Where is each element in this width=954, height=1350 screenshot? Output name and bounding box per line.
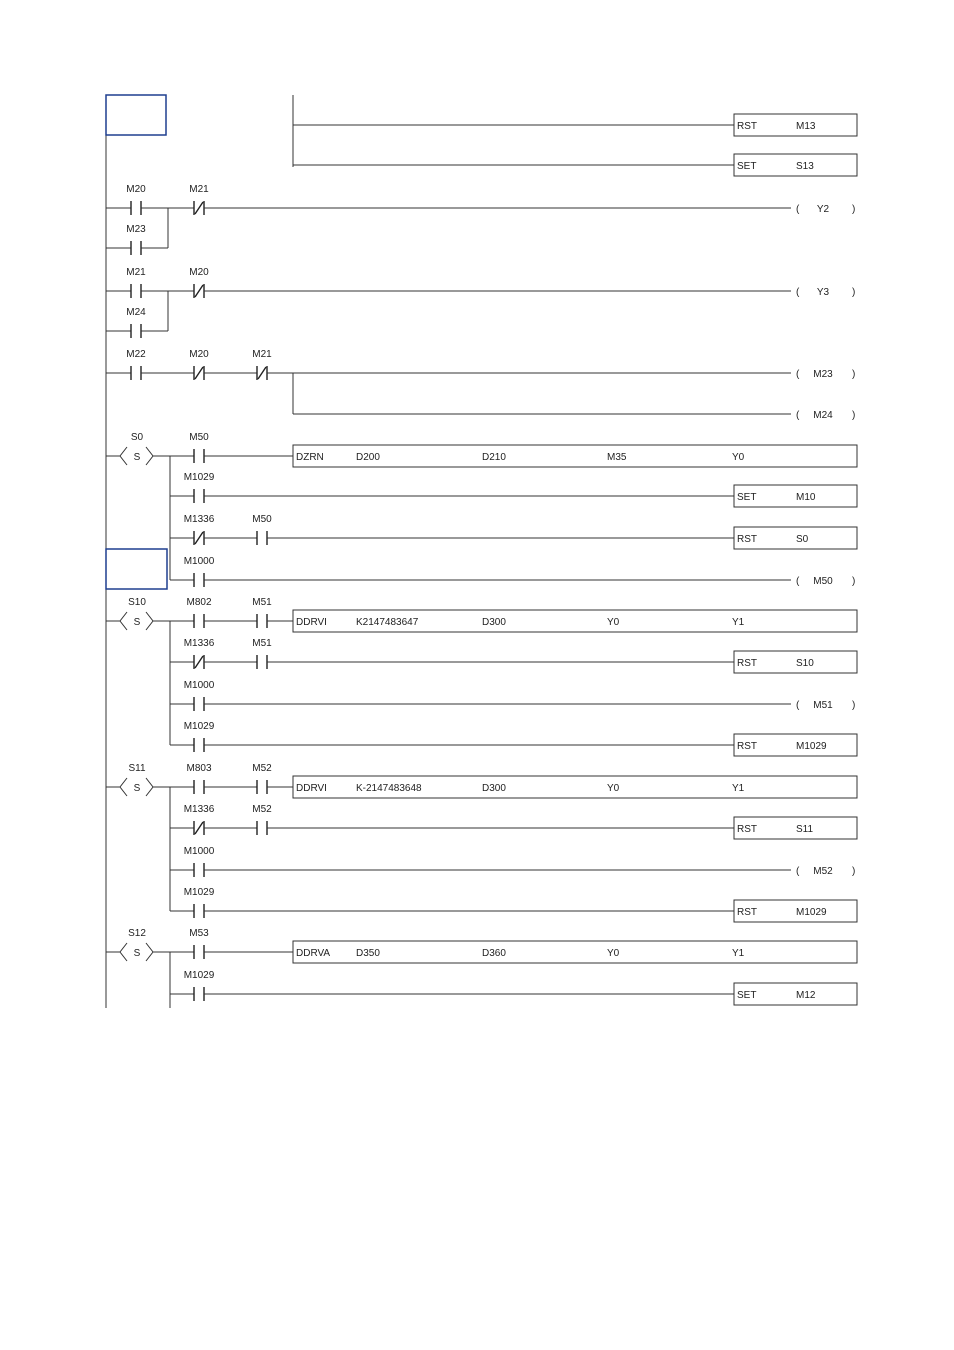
selection-cursor[interactable] xyxy=(106,549,167,589)
output-coil[interactable] xyxy=(796,204,855,215)
contact-slash xyxy=(195,202,203,214)
step-symbol[interactable] xyxy=(106,763,170,796)
step-letter: S xyxy=(133,783,141,794)
coil-paren-right: ) xyxy=(852,369,856,380)
instruction-op: DDRVI xyxy=(296,617,327,628)
step-letter: S xyxy=(133,452,141,463)
contact[interactable] xyxy=(187,928,211,959)
instruction-arg: S10 xyxy=(796,658,814,669)
contact-slash xyxy=(195,656,203,668)
instruction-box[interactable] xyxy=(734,734,857,756)
contact[interactable] xyxy=(184,472,215,503)
contact-label: M52 xyxy=(252,804,272,815)
step-chevron-left xyxy=(120,612,127,630)
step-chevron-right xyxy=(146,778,153,796)
instruction-arg: D300 xyxy=(482,617,506,628)
instruction-op: RST xyxy=(737,741,757,752)
output-coil[interactable] xyxy=(796,287,855,298)
contact[interactable] xyxy=(250,763,274,794)
contact-slash xyxy=(195,285,203,297)
instruction-box[interactable] xyxy=(734,900,857,922)
contact[interactable] xyxy=(187,184,211,215)
step-label: S12 xyxy=(128,928,146,939)
instruction-box[interactable] xyxy=(734,527,857,549)
step-letter: S xyxy=(133,617,141,628)
step-letter: S xyxy=(133,948,141,959)
contact-label: M1336 xyxy=(183,514,215,525)
coil-paren-right: ) xyxy=(852,866,856,877)
step-symbol[interactable] xyxy=(106,928,170,961)
coil-paren-left: ( xyxy=(796,576,800,587)
contact[interactable] xyxy=(124,267,148,298)
output-coil[interactable] xyxy=(796,866,855,877)
instruction-box[interactable] xyxy=(734,485,857,507)
instruction-op: RST xyxy=(737,658,757,669)
instruction-arg: K2147483647 xyxy=(356,617,419,628)
coil-paren-left: ( xyxy=(796,410,800,421)
step-chevron-left xyxy=(120,778,127,796)
contact[interactable] xyxy=(184,846,215,877)
contact[interactable] xyxy=(184,514,215,545)
contact[interactable] xyxy=(184,887,215,918)
contact-label: M50 xyxy=(252,514,272,525)
contact[interactable] xyxy=(187,349,211,380)
instruction-arg: D350 xyxy=(356,948,380,959)
coil-label: M52 xyxy=(813,866,833,877)
instruction-box[interactable] xyxy=(293,610,857,632)
output-coil[interactable] xyxy=(796,410,855,421)
instruction-arg: D200 xyxy=(356,452,380,463)
instruction-arg: S0 xyxy=(796,534,809,545)
instruction-op: DDRVI xyxy=(296,783,327,794)
step-label: S11 xyxy=(128,763,146,774)
contact-slash xyxy=(195,532,203,544)
contact-label: M21 xyxy=(126,267,146,278)
coil-label: M51 xyxy=(813,700,833,711)
instruction-arg: M1029 xyxy=(796,741,827,752)
instruction-op: SET xyxy=(737,492,757,503)
instruction-box[interactable] xyxy=(734,114,857,136)
instruction-arg: M35 xyxy=(607,452,627,463)
coil-paren-left: ( xyxy=(796,866,800,877)
instruction-arg: Y1 xyxy=(732,783,745,794)
coil-label: Y3 xyxy=(816,287,830,298)
coil-paren-left: ( xyxy=(796,369,800,380)
output-coil[interactable] xyxy=(796,576,855,587)
instruction-arg: Y0 xyxy=(607,948,620,959)
step-symbol[interactable] xyxy=(106,597,170,630)
coil-paren-right: ) xyxy=(852,700,856,711)
instruction-arg: M12 xyxy=(796,990,816,1001)
instruction-arg: Y1 xyxy=(732,617,745,628)
contact[interactable] xyxy=(250,638,274,669)
coil-paren-right: ) xyxy=(852,204,856,215)
contact[interactable] xyxy=(250,804,274,835)
coil-label: M23 xyxy=(813,369,833,380)
contact[interactable] xyxy=(184,804,215,835)
coil-paren-right: ) xyxy=(852,287,856,298)
output-coil[interactable] xyxy=(796,369,855,380)
contact[interactable] xyxy=(186,763,211,794)
contact-label: M52 xyxy=(252,763,272,774)
instruction-arg: Y1 xyxy=(732,948,745,959)
step-chevron-right xyxy=(146,612,153,630)
contact-label: M1336 xyxy=(183,638,215,649)
contact-label: M51 xyxy=(252,638,272,649)
contact-label: M1000 xyxy=(183,846,215,857)
instruction-arg: S11 xyxy=(796,824,814,835)
instruction-op: SET xyxy=(737,990,757,1001)
contact[interactable] xyxy=(187,432,211,463)
instruction-box[interactable] xyxy=(734,154,857,176)
instruction-box[interactable] xyxy=(734,651,857,673)
coil-label: Y2 xyxy=(816,204,830,215)
instruction-op: RST xyxy=(737,824,757,835)
instruction-op: SET xyxy=(737,161,757,172)
contact-label: M24 xyxy=(126,307,146,318)
coil-paren-left: ( xyxy=(796,204,800,215)
instruction-op: RST xyxy=(737,534,757,545)
contact-label: M1029 xyxy=(183,887,215,898)
contact[interactable] xyxy=(124,184,148,215)
step-chevron-right xyxy=(146,447,153,465)
instruction-box[interactable] xyxy=(734,817,857,839)
step-chevron-left xyxy=(120,447,127,465)
output-coil[interactable] xyxy=(796,700,855,711)
contact-label: M50 xyxy=(189,432,209,443)
contact-slash xyxy=(195,367,203,379)
contact-label: M803 xyxy=(186,763,212,774)
instruction-box[interactable] xyxy=(293,941,857,963)
contact-label: M1000 xyxy=(183,556,215,567)
instruction-arg: D300 xyxy=(482,783,506,794)
contact[interactable] xyxy=(250,514,274,545)
contact-label: M21 xyxy=(189,184,209,195)
contact[interactable] xyxy=(184,721,215,752)
contact-label: M53 xyxy=(189,928,209,939)
contact-label: M20 xyxy=(189,349,209,360)
contact[interactable] xyxy=(184,970,215,1001)
step-chevron-right xyxy=(146,943,153,961)
contact[interactable] xyxy=(124,224,148,255)
contact-slash xyxy=(258,367,266,379)
instruction-box[interactable] xyxy=(734,983,857,1005)
step-chevron-left xyxy=(120,943,127,961)
instruction-op: DZRN xyxy=(296,452,324,463)
contact-slash xyxy=(195,822,203,834)
instruction-op: RST xyxy=(737,907,757,918)
instruction-arg: S13 xyxy=(796,161,814,172)
instruction-arg: Y0 xyxy=(607,617,620,628)
contact[interactable] xyxy=(250,349,274,380)
contact[interactable] xyxy=(250,597,274,628)
contact-label: M20 xyxy=(189,267,209,278)
instruction-op: DDRVA xyxy=(296,948,331,959)
contact-label: M23 xyxy=(126,224,146,235)
contact-label: M22 xyxy=(126,349,146,360)
step-symbol[interactable] xyxy=(106,432,170,465)
contact[interactable] xyxy=(124,349,148,380)
contact-label: M1029 xyxy=(183,970,215,981)
step-label: S0 xyxy=(130,432,144,443)
contact-label: M1000 xyxy=(183,680,215,691)
contact-label: M1029 xyxy=(183,472,215,483)
contact[interactable] xyxy=(187,267,211,298)
instruction-box[interactable] xyxy=(293,445,857,467)
selection-cursor[interactable] xyxy=(106,95,166,135)
contact[interactable] xyxy=(184,638,215,669)
coil-paren-right: ) xyxy=(852,576,856,587)
contact-label: M20 xyxy=(126,184,146,195)
contact-label: M21 xyxy=(252,349,272,360)
contact[interactable] xyxy=(124,307,148,338)
coil-label: M24 xyxy=(813,410,833,421)
instruction-arg: D210 xyxy=(482,452,506,463)
contact[interactable] xyxy=(184,680,215,711)
instruction-arg: Y0 xyxy=(732,452,745,463)
instruction-arg: K-2147483648 xyxy=(356,783,422,794)
step-label: S10 xyxy=(128,597,146,608)
contact-label: M51 xyxy=(252,597,272,608)
coil-paren-right: ) xyxy=(852,410,856,421)
instruction-arg: M13 xyxy=(796,121,816,132)
coil-paren-left: ( xyxy=(796,287,800,298)
contact[interactable] xyxy=(184,556,215,587)
coil-label: M50 xyxy=(813,576,833,587)
contact-label: M1336 xyxy=(183,804,215,815)
instruction-box[interactable] xyxy=(293,776,857,798)
instruction-arg: D360 xyxy=(482,948,506,959)
contact-label: M802 xyxy=(186,597,212,608)
instruction-arg: Y0 xyxy=(607,783,620,794)
instruction-op: RST xyxy=(737,121,757,132)
contact[interactable] xyxy=(186,597,211,628)
instruction-arg: M1029 xyxy=(796,907,827,918)
instruction-arg: M10 xyxy=(796,492,816,503)
contact-label: M1029 xyxy=(183,721,215,732)
coil-paren-left: ( xyxy=(796,700,800,711)
